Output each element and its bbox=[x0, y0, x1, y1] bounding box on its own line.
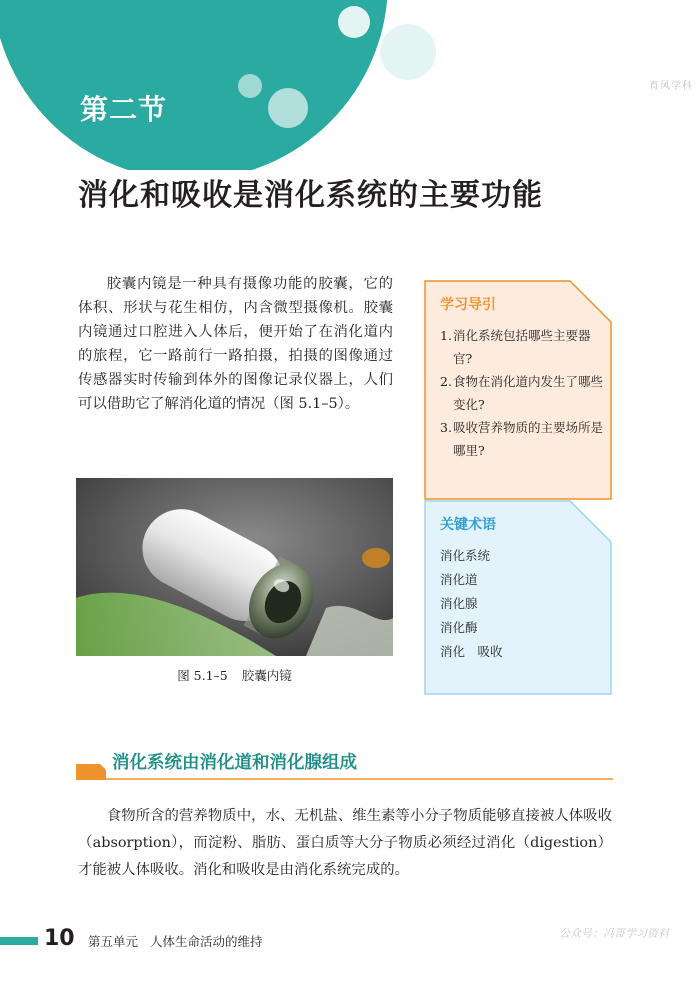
key-terms-box bbox=[424, 500, 612, 695]
figure-caption bbox=[76, 666, 393, 684]
section-label: 第二节 bbox=[80, 93, 168, 126]
header-bubble-large bbox=[380, 24, 436, 80]
header-teal-circle bbox=[0, 0, 388, 170]
subsection-heading: 消化系统由消化道和消化腺组成 bbox=[112, 753, 357, 773]
figure-number: 图 5.1–5 bbox=[177, 668, 228, 683]
study-guide-item: 1.消化系统包括哪些主要器官? bbox=[440, 328, 591, 366]
capsule-endoscope-photo bbox=[76, 478, 393, 656]
study-guide-item: 3.吸收营养物质的主要场所是哪里? bbox=[440, 420, 604, 458]
footer-unit-title: 人体生命活动的维持 bbox=[150, 934, 263, 949]
watermark-bottom: 公众号：冯哥学习资料 bbox=[559, 927, 669, 940]
footer-unit bbox=[88, 932, 263, 950]
key-term-item: 消化酶 bbox=[440, 620, 478, 635]
footer-unit-label: 第五单元 bbox=[88, 934, 139, 949]
study-guide-list bbox=[440, 324, 604, 462]
intro-text bbox=[78, 272, 393, 416]
key-term-item: 消化 吸收 bbox=[440, 644, 503, 659]
key-term-item: 消化腺 bbox=[440, 596, 478, 611]
header-bubble-medium bbox=[338, 6, 370, 38]
figure-caption-text: 胶囊内镜 bbox=[241, 668, 292, 683]
key-terms-list bbox=[440, 544, 503, 664]
header-decoration bbox=[0, 0, 699, 170]
key-terms-title: 关键术语 bbox=[440, 517, 496, 533]
watermark-top: 育风学科 bbox=[649, 81, 693, 92]
subsection-body bbox=[78, 803, 612, 884]
study-guide-title: 学习导引 bbox=[440, 297, 496, 313]
footer-bar bbox=[0, 937, 38, 945]
subsection-paragraph: 食物所含的营养物质中，水、无机盐、维生素等小分子物质能够直接被人体吸收（absorption），而淀粉、脂肪、蛋白质等大分子物质必须经过消化（digestion）才能被人体吸收。消化和吸收是由消化系统完成的。 bbox=[78, 808, 612, 878]
study-guide-item: 2.食物在消化道内发生了哪些变化? bbox=[440, 374, 604, 412]
key-term-item: 消化道 bbox=[440, 572, 478, 587]
header-bubble-tiny bbox=[238, 74, 262, 98]
intro-paragraph: 胶囊内镜是一种具有摄像功能的胶囊，它的体积、形状与花生相仿，内含微型摄像机。胶囊内镜通过口腔进入人体后，便开始了在消化道内的旅程，它一路前行一路拍摄，拍摄的图像通过传感器实时传输到体外的图像记录仪器上，人们可以借助它了解消化道的情况（图 5.1–5）。 bbox=[78, 276, 393, 412]
page-title: 消化和吸收是消化系统的主要功能 bbox=[78, 178, 543, 213]
header-bubble-small bbox=[268, 88, 308, 128]
study-guide-box bbox=[424, 280, 612, 500]
page-number: 10 bbox=[44, 926, 75, 951]
key-term-item: 消化系统 bbox=[440, 548, 491, 563]
